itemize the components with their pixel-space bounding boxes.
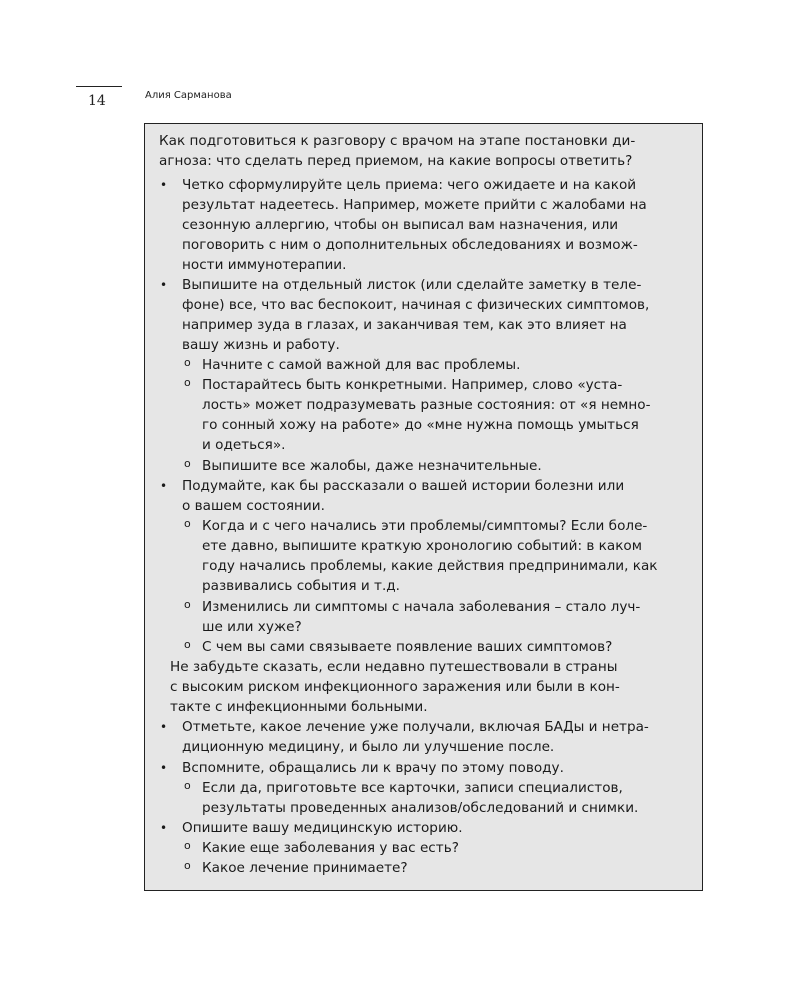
b1-line: Четко сформулируйте цель приема: чего ожидаете и на какой [182,177,637,193]
b2-line: фоне) все, что вас беспокоит, начиная с физических симптомов, [182,297,650,314]
b3note-line: Не забудьте сказать, если недавно путешествовали в страны [170,659,618,675]
sub-bullet-marker: o [184,457,191,470]
b2s3-line: Выпишите все жалобы, даже незначительные. [202,458,542,474]
b3s1-line: Когда и с чего начались эти проблемы/симптомы? Если боле- [202,518,648,534]
b2s2-line: и одеться». [202,437,286,454]
running-head-author: Алия Сарманова [145,90,232,101]
bullet-marker: • [160,821,168,835]
b3-line: о вашем состоянии. [182,498,325,515]
sub-bullet-marker: o [184,638,191,651]
b4-line: диционную медицину, и было ли улучшение после. [182,739,555,756]
b6s1-line: Какие еще заболевания у вас есть? [202,840,459,856]
b3s1-line: году начались проблемы, какие действия предпринимали, как [202,558,658,575]
bullet-marker: • [160,479,168,493]
sub-bullet-marker: o [184,376,191,389]
b3-line: Подумайте, как бы рассказали о вашей истории болезни или [182,478,625,494]
bullet-marker: • [160,178,168,192]
sub-bullet-marker: o [184,598,191,611]
b4-line: Отметьте, какое лечение уже получали, включая БАДы и нетра- [182,719,649,735]
bullet-marker: • [160,761,168,775]
intro-line: агноза: что сделать перед приемом, на какие вопросы ответить? [159,153,633,170]
b3note-line: с высоким риском инфекционного заражения или были в кон- [170,679,620,696]
b6s2-line: Какое лечение принимаете? [202,860,408,876]
b1-line: поговорить с ним о дополнительных обследованиях и возмож- [182,237,638,254]
b2-line: вашу жизнь и работу. [182,337,340,354]
b2s1-line: Начните с самой важной для вас проблемы. [202,357,521,373]
b2s2-line: лость» может подразумевать разные состояния: от «я немно- [202,397,651,414]
b5s1-line: результаты проведенных анализов/обследований и снимки. [202,800,639,817]
b3s1-line: ете давно, выпишите краткую хронологию событий: в каком [202,538,642,555]
b2-line: например зуда в глазах, и заканчивая тем, как это влияет на [182,317,627,334]
b2s2-line: го сонный хожу на работе» до «мне нужна помощь умыться [202,417,639,434]
intro-line: Как подготовиться к разговору с врачом на этапе постановки ди- [159,133,636,149]
sub-bullet-marker: o [184,779,191,792]
b3s2-line: ше или хуже? [202,619,302,636]
b3s1-line: развивались события и т.д. [202,578,400,595]
b2s2-line: Постарайтесь быть конкретными. Например, слово «уста- [202,377,623,393]
sub-bullet-marker: o [184,859,191,872]
sub-bullet-marker: o [184,839,191,852]
b6-line: Опишите вашу медицинскую историю. [182,820,463,836]
sub-bullet-marker: o [184,517,191,530]
b3s2-line: Изменились ли симптомы с начала заболевания – стало луч- [202,599,641,615]
page-number: 14 [88,93,106,109]
b2-line: Выпишите на отдельный листок (или сделайте заметку в теле- [182,277,642,293]
b5s1-line: Если да, приготовьте все карточки, записи специалистов, [202,780,623,796]
b1-line: результат надеетесь. Например, можете прийти с жалобами на [182,197,647,214]
b5-line: Вспомните, обращались ли к врачу по этому поводу. [182,760,564,776]
b3note-line: такте с инфекционными больными. [170,699,428,716]
sub-bullet-marker: o [184,356,191,369]
b3s3-line: С чем вы сами связываете появление ваших симптомов? [202,639,613,655]
bullet-marker: • [160,720,168,734]
bullet-marker: • [160,278,168,292]
b1-line: ности иммунотерапии. [182,257,347,274]
header-rule [76,86,122,87]
b1-line: сезонную аллергию, чтобы он выписал вам назначения, или [182,217,619,234]
